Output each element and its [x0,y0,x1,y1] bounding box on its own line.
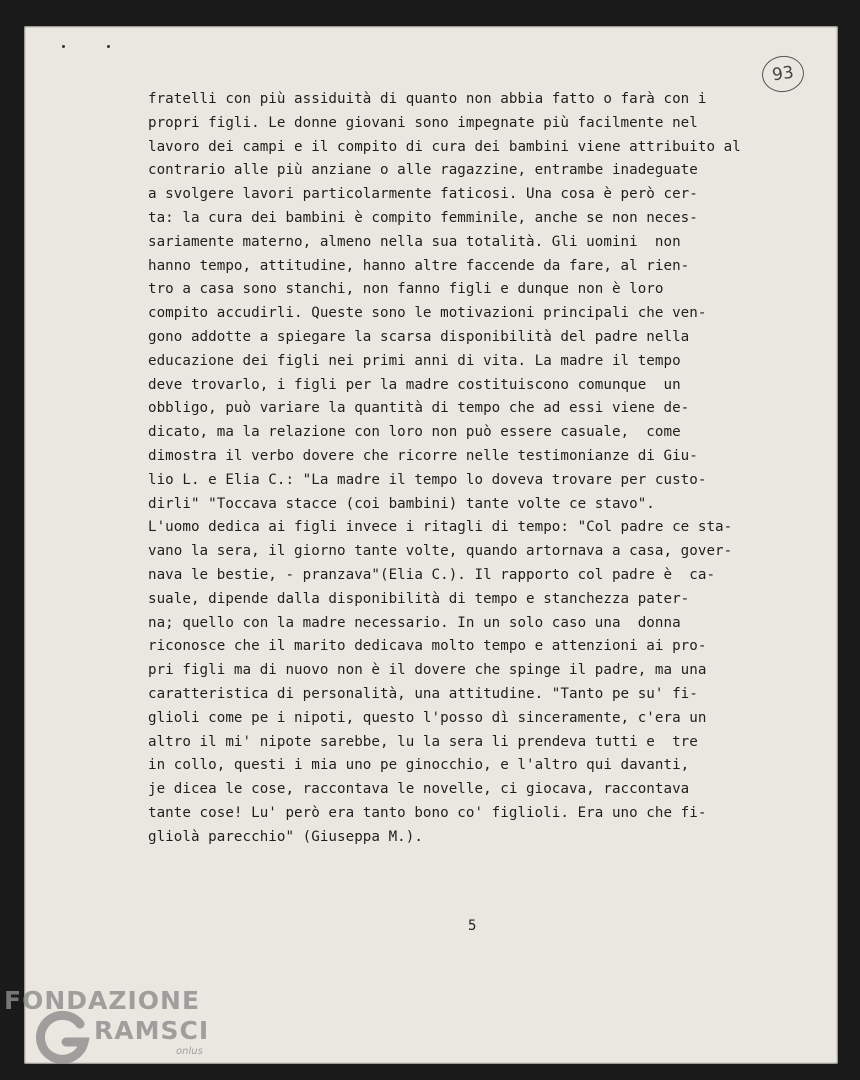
text-line: hanno tempo, attitudine, hanno altre faccende da fare, al rien- [148,257,690,274]
text-line: nava le bestie, - pranzava"(Elia C.). Il rapporto col padre è ca- [148,566,716,583]
text-line: gliolà parecchio" (Giuseppa M.). [148,828,423,845]
watermark-line1: FONDAZIONE [4,986,201,1015]
text-line: ta: la cura dei bambini è compito femminile, anche se non neces- [148,209,698,226]
text-line: glioli come pe i nipoti, questo l'posso dì sinceramente, c'era un [148,709,707,726]
text-line: lavoro dei campi e il compito di cura dei bambini viene attribuito al [148,138,741,155]
watermark-logo [4,986,244,1076]
text-line: educazione dei figli nei primi anni di vita. La madre il tempo [148,352,681,369]
text-line: je dicea le cose, raccontava le novelle, ci giocava, raccontava [148,781,690,798]
text-line: na; quello con la madre necessario. In un solo caso una donna [148,614,681,631]
text-line: suale, dipende dalla disponibilità di tempo e stanchezza pater- [148,590,690,607]
watermark-line2: RAMSCI [94,1016,210,1045]
folio-number-circled: 93 [760,53,807,94]
text-line: vano la sera, il giorno tante volte, quando artornava a casa, gover- [148,543,733,560]
punch-dot-left [62,45,65,48]
text-line: riconosce che il marito dedicava molto tempo e attenzioni ai pro- [148,638,707,655]
text-line: fratelli con più assiduità di quanto non abbia fatto o farà con i [148,91,707,107]
text-line: pri figli ma di nuovo non è il dovere che spinge il padre, ma una [148,662,707,679]
punch-dot-right [107,45,110,48]
text-line: sariamente materno, almeno nella sua totalità. Gli uomini non [148,233,681,250]
text-line: compito accudirli. Queste sono le motivazioni principali che ven- [148,305,707,322]
text-line: obbligo, può variare la quantità di tempo che ad essi viene de- [148,400,690,417]
watermark-line3: onlus [176,1046,203,1057]
text-line: dimostra il verbo dovere che ricorre nelle testimonianze di Giu- [148,447,698,464]
page-number: 5 [468,918,477,934]
text-line: contrario alle più anziane o alle ragazzine, entrambe inadeguate [148,162,698,179]
text-line: gono addotte a spiegare la scarsa disponibilità del padre nella [148,328,690,345]
text-line: lio L. e Elia C.: "La madre il tempo lo doveva trovare per custo- [148,471,707,488]
text-line: in collo, questi i mia uno pe ginocchio, e l'altro qui davanti, [148,757,690,774]
text-line: dicato, ma la relazione con loro non può essere casuale, come [148,424,681,441]
gramsci-g-icon [34,1008,94,1068]
text-line: tro a casa sono stanchi, non fanno figli e dunque non è loro [148,281,664,298]
text-line: deve trovarlo, i figli per la madre costituiscono comunque un [148,376,681,393]
text-line: altro il mi' nipote sarebbe, lu la sera li prendeva tutti e tre [148,733,698,750]
text-line: dirli" "Toccava stacce (coi bambini) tante volte ce stavo". [148,495,655,512]
body-text [148,88,788,850]
text-line: L'uomo dedica ai figli invece i ritagli di tempo: "Col padre ce sta- [148,519,733,536]
text-line: tante cose! Lu' però era tanto bono co' figlioli. Era uno che fi- [148,804,707,821]
text-line: caratteristica di personalità, una attitudine. "Tanto pe su' fi- [148,685,698,702]
text-line: a svolgere lavori particolarmente faticosi. Una cosa è però cer- [148,186,698,203]
text-line: propri figli. Le donne giovani sono impegnate più facilmente nel [148,114,698,131]
